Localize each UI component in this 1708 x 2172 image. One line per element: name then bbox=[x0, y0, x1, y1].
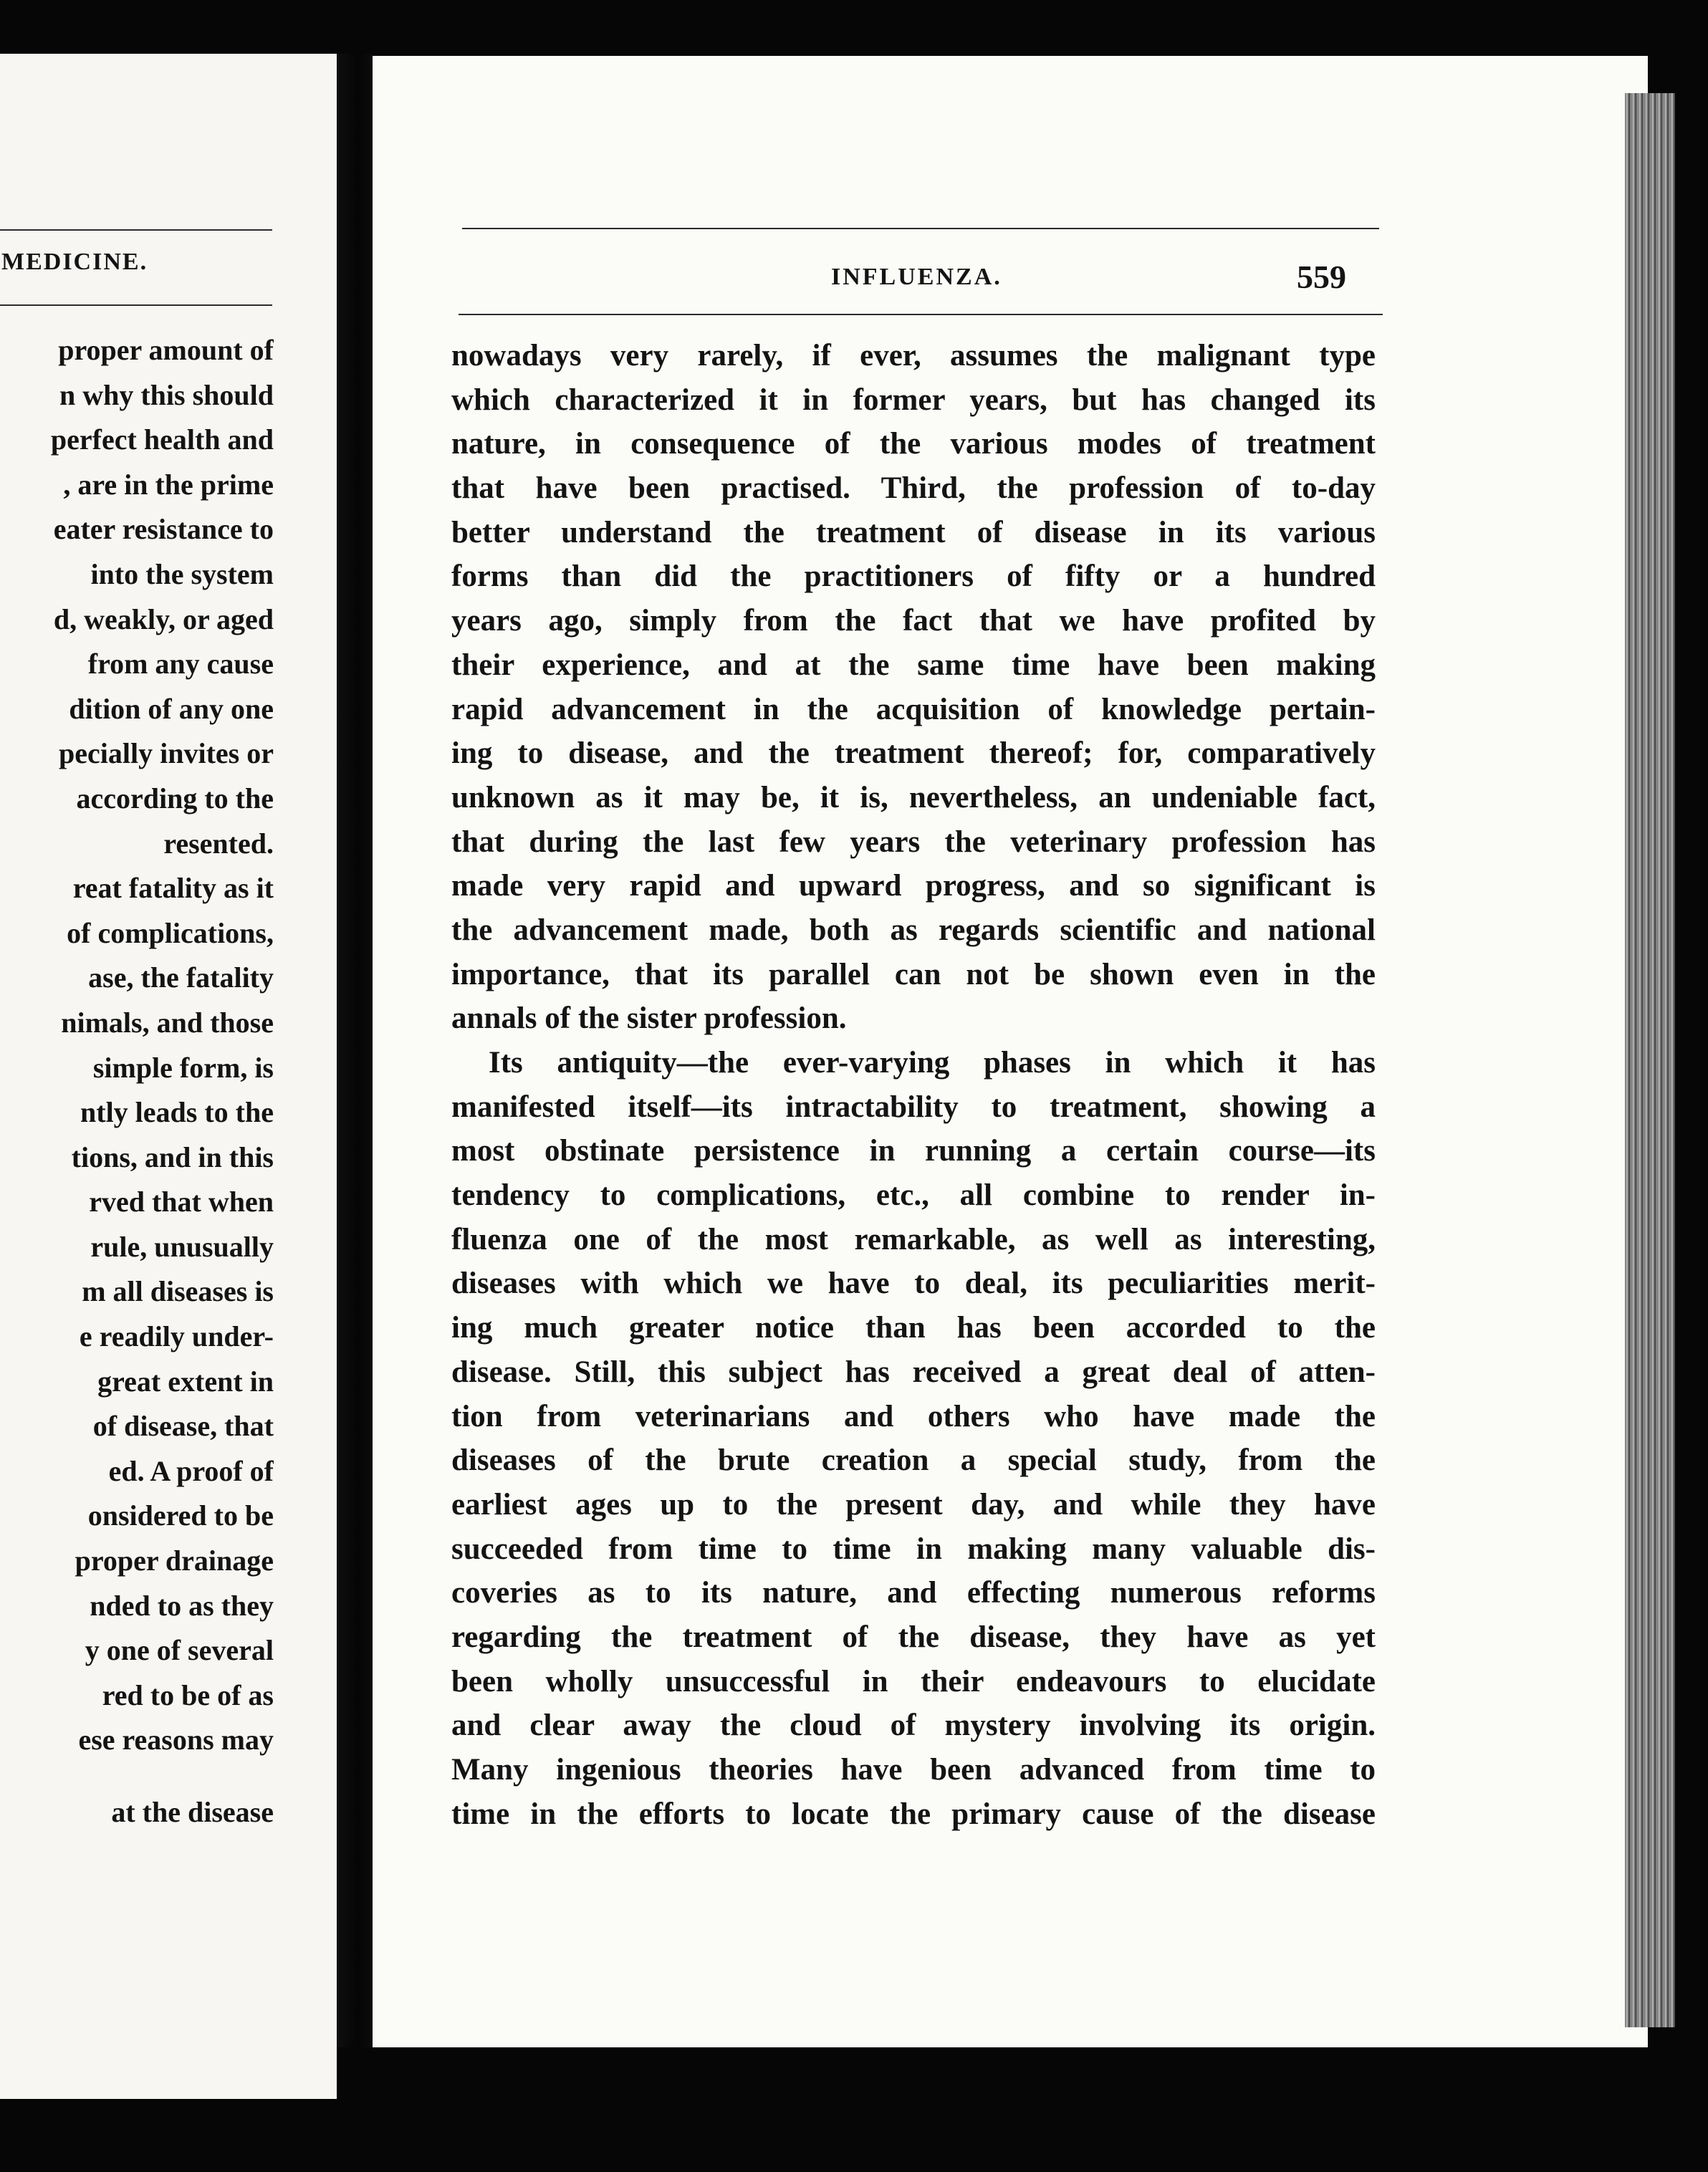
text-line: their experience, and at the same time have been making bbox=[451, 648, 1376, 682]
left-text-line: great extent in bbox=[97, 1365, 274, 1398]
left-page bbox=[0, 54, 337, 2099]
right-header-rule-bottom bbox=[459, 314, 1383, 315]
text-line: which characterized it in former years, but has changed its bbox=[451, 383, 1376, 417]
text-line: better understand the treatment of disease in its various bbox=[451, 515, 1376, 549]
left-text-line: , are in the prime bbox=[63, 468, 274, 501]
text-line: years ago, simply from the fact that we have profited by bbox=[451, 604, 1376, 638]
left-text-line: n why this should bbox=[59, 378, 274, 411]
left-text-line: dition of any one bbox=[69, 692, 274, 725]
text-line: that have been practised. Third, the profession of to-day bbox=[451, 471, 1376, 506]
left-text-line: pecially invites or bbox=[59, 737, 274, 770]
left-text-line: at the disease bbox=[111, 1796, 274, 1828]
left-text-line: m all diseases is bbox=[82, 1275, 274, 1308]
text-line: annals of the sister profession. bbox=[451, 1001, 847, 1036]
text-line: earliest ages up to the present day, and while they have bbox=[451, 1487, 1376, 1522]
text-line: manifested itself—its intractability to treatment, showing a bbox=[451, 1090, 1376, 1124]
text-line: succeeded from time to time in making many valuable dis- bbox=[451, 1532, 1376, 1566]
left-header-rule-bottom bbox=[0, 304, 272, 306]
text-line: forms than did the practitioners of fifty or a hundred bbox=[451, 559, 1376, 594]
left-text-line: of disease, that bbox=[92, 1410, 274, 1443]
right-header-rule-top bbox=[462, 228, 1379, 229]
left-text-line: e readily under- bbox=[79, 1320, 274, 1353]
left-text-line: according to the bbox=[76, 782, 274, 815]
page-number: 559 bbox=[1297, 259, 1346, 295]
text-line: Many ingenious theories have been advanced from time to bbox=[451, 1753, 1376, 1787]
text-line: and clear away the cloud of mystery involving its origin. bbox=[451, 1709, 1376, 1743]
left-text-line: rule, unusually bbox=[90, 1230, 274, 1263]
page-fore-edge bbox=[1625, 93, 1675, 2027]
left-text-line: y one of several bbox=[85, 1634, 274, 1667]
text-line: diseases with which we have to deal, its peculiarities merit- bbox=[451, 1267, 1376, 1301]
text-line: that during the last few years the veterinary profession has bbox=[451, 825, 1376, 859]
left-page-text bbox=[0, 328, 274, 1835]
text-line: diseases of the brute creation a special study, from the bbox=[451, 1443, 1376, 1478]
text-line: tion from veterinarians and others who have made the bbox=[451, 1399, 1376, 1433]
left-text-line: onsidered to be bbox=[87, 1499, 274, 1532]
text-line: rapid advancement in the acquisition of knowledge pertain- bbox=[451, 692, 1376, 726]
text-line: nowadays very rarely, if ever, assumes the malignant type bbox=[451, 339, 1376, 373]
paragraph bbox=[451, 1041, 1376, 1836]
left-text-line: resented. bbox=[163, 827, 274, 860]
text-line: disease. Still, this subject has received a great deal of atten- bbox=[451, 1355, 1376, 1389]
left-text-line: ese reasons may bbox=[78, 1724, 274, 1757]
body-text bbox=[451, 334, 1376, 1836]
text-line: ing to disease, and the treatment thereof; for, comparatively bbox=[451, 736, 1376, 771]
running-head: INFLUENZA. bbox=[831, 264, 1002, 290]
left-text-line: tions, and in this bbox=[71, 1140, 274, 1173]
left-text-line: ed. A proof of bbox=[108, 1454, 274, 1487]
text-line: made very rapid and upward progress, and so significant is bbox=[451, 869, 1376, 903]
left-text-line: reat fatality as it bbox=[72, 872, 274, 905]
text-line: regarding the treatment of the disease, they have as yet bbox=[451, 1620, 1376, 1654]
left-header-rule-top bbox=[0, 229, 272, 231]
bottom-shadow bbox=[337, 2047, 1698, 2172]
text-line: ing much greater notice than has been accorded to the bbox=[451, 1311, 1376, 1345]
left-text-line: rved that when bbox=[89, 1186, 274, 1219]
left-text-line: ntly leads to the bbox=[80, 1096, 274, 1129]
text-line: nature, in consequence of the various modes of treatment bbox=[451, 427, 1376, 461]
text-line: the advancement made, both as regards scientific and national bbox=[451, 913, 1376, 947]
text-line: Its antiquity—the ever-varying phases in which it has bbox=[489, 1046, 1376, 1080]
text-line: tendency to complications, etc., all combine to render in- bbox=[451, 1178, 1376, 1213]
left-text-line: of complications, bbox=[67, 916, 274, 949]
paragraph bbox=[451, 334, 1376, 1041]
book-gutter bbox=[337, 54, 373, 2099]
left-text-line: d, weakly, or aged bbox=[53, 602, 274, 635]
text-line: been wholly unsuccessful in their endeavours to elucidate bbox=[451, 1664, 1376, 1698]
left-text-line: perfect health and bbox=[50, 423, 274, 456]
left-text-line: proper amount of bbox=[58, 334, 274, 366]
text-line: fluenza one of the most remarkable, as well as interesting, bbox=[451, 1222, 1376, 1256]
left-text-line: from any cause bbox=[87, 648, 274, 681]
left-text-line: eater resistance to bbox=[53, 513, 274, 546]
text-line: unknown as it may be, it is, nevertheless, an undeniable fact, bbox=[451, 780, 1376, 815]
left-text-line: nimals, and those bbox=[61, 1006, 274, 1039]
left-text-line: simple form, is bbox=[92, 1051, 274, 1084]
left-text-line: nded to as they bbox=[90, 1589, 274, 1622]
text-line: importance, that its parallel can not be shown even in the bbox=[451, 957, 1376, 991]
left-running-head: MEDICINE. bbox=[1, 249, 148, 275]
text-line: time in the efforts to locate the primary cause of the disease bbox=[451, 1797, 1376, 1831]
text-line: coveries as to its nature, and effecting numerous reforms bbox=[451, 1576, 1376, 1610]
left-text-line: red to be of as bbox=[102, 1678, 274, 1711]
left-text-line: into the system bbox=[90, 557, 274, 590]
left-text-line: ase, the fatality bbox=[88, 961, 274, 994]
right-page bbox=[373, 56, 1648, 2047]
text-line: most obstinate persistence in running a certain course—its bbox=[451, 1134, 1376, 1168]
left-text-line: proper drainage bbox=[75, 1544, 274, 1577]
